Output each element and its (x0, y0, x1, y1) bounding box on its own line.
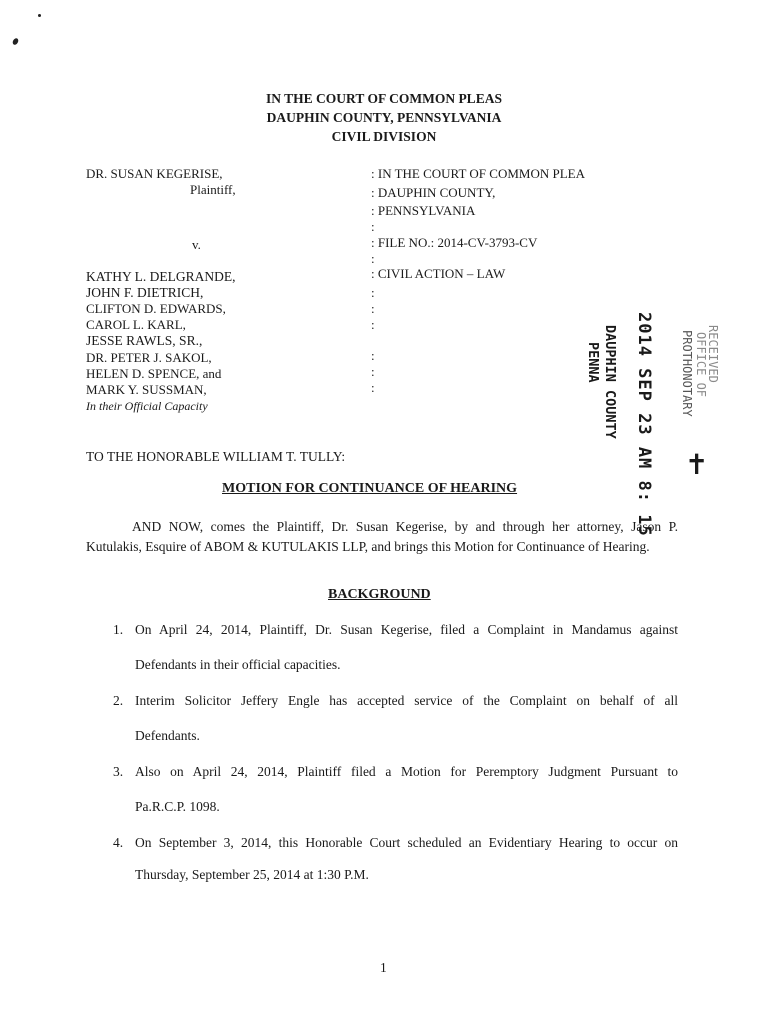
defendant-name: CAROL L. KARL, (86, 317, 186, 332)
versus: v. (192, 237, 201, 252)
defendant-name: MARK Y. SUSSMAN, (86, 382, 207, 397)
stamp-office-line1: RECEIVED (706, 325, 720, 383)
item-number: 1. (113, 622, 124, 637)
scan-speck (38, 14, 41, 17)
item-text: Also on April 24, 2014, Plaintiff filed a Motion for Peremptory Judgment Pursuant to (135, 764, 678, 779)
defendant-name: DR. PETER J. SAKOL, (86, 350, 212, 365)
capacity-note: In their Official Capacity (86, 399, 208, 413)
item-number: 2. (113, 693, 124, 708)
plaintiff-name: DR. SUSAN KEGERISE, (86, 166, 223, 181)
motion-title: MOTION FOR CONTINUANCE OF HEARING (222, 481, 518, 496)
caption-colon: : (371, 317, 375, 332)
item-text-continued: Thursday, September 25, 2014 at 1:30 P.M. (135, 867, 369, 882)
caption-colon: : (371, 348, 375, 363)
scan-speck (12, 37, 20, 46)
caption-colon: : (371, 219, 375, 234)
item-number: 4. (113, 835, 124, 850)
stamp-state: PENNA (585, 342, 601, 383)
item-text-continued: Defendants in their official capacities. (135, 657, 341, 672)
caption-state-line: : PENNSYLVANIA (371, 203, 476, 218)
defendant-name: HELEN D. SPENCE, and (86, 366, 222, 381)
court-header-line2: DAUPHIN COUNTY, PENNSYLVANIA (266, 110, 502, 125)
stamp-date: 2014 SEP 23 AM 8: 15 (634, 312, 654, 537)
caption-court-line: : IN THE COURT OF COMMON PLEA (371, 166, 585, 181)
page-number: 1 (380, 960, 387, 975)
defendant-name: CLIFTON D. EDWARDS, (86, 301, 226, 316)
item-text: On September 3, 2014, this Honorable Court scheduled an Evidentiary Hearing to occur on (135, 835, 678, 850)
stamp-office-line2: OFFICE OF (694, 332, 708, 398)
item-text-continued: Defendants. (135, 728, 200, 743)
item-number: 3. (113, 764, 124, 779)
court-header-line3: CIVIL DIVISION (331, 129, 437, 144)
file-number: : FILE NO.: 2014-CV-3793-CV (371, 235, 538, 250)
addressee: TO THE HONORABLE WILLIAM T. TULLY: (86, 449, 346, 464)
caption-colon: : (371, 301, 375, 316)
background-heading: BACKGROUND (328, 587, 431, 602)
intro-paragraph: AND NOW, comes the Plaintiff, Dr. Susan Kegerise, by and through her attorney, Jason P. Kutulakis, Esquire of ABOM & KUTULAKIS LLP, and brings this Motion for Continuance of Hearing. (86, 519, 678, 554)
caption-colon: : (371, 285, 375, 300)
item-text: Interim Solicitor Jeffery Engle has accepted service of the Complaint on behalf of all (135, 693, 678, 708)
stamp-initial: ✝ (685, 448, 709, 481)
stamp-county: DAUPHIN COUNTY (602, 325, 618, 439)
plaintiff-role: Plaintiff, (190, 182, 236, 197)
court-header-line1: IN THE COURT OF COMMON PLEAS (266, 91, 502, 106)
item-text: On April 24, 2014, Plaintiff, Dr. Susan Kegerise, filed a Complaint in Mandamus against (135, 622, 678, 637)
caption-county-line: : DAUPHIN COUNTY, (371, 185, 496, 200)
caption-colon: : (371, 251, 375, 266)
defendant-name: KATHY L. DELGRANDE, (86, 269, 236, 284)
stamp-office-line3: PROTHONOTARY (680, 330, 694, 417)
item-text-continued: Pa.R.C.P. 1098. (135, 799, 220, 814)
civil-action-label: : CIVIL ACTION – LAW (371, 266, 506, 281)
defendant-name: JOHN F. DIETRICH, (86, 285, 204, 300)
caption-colon: : (371, 364, 375, 379)
caption-colon: : (371, 380, 375, 395)
defendant-name: JESSE RAWLS, SR., (86, 333, 203, 348)
